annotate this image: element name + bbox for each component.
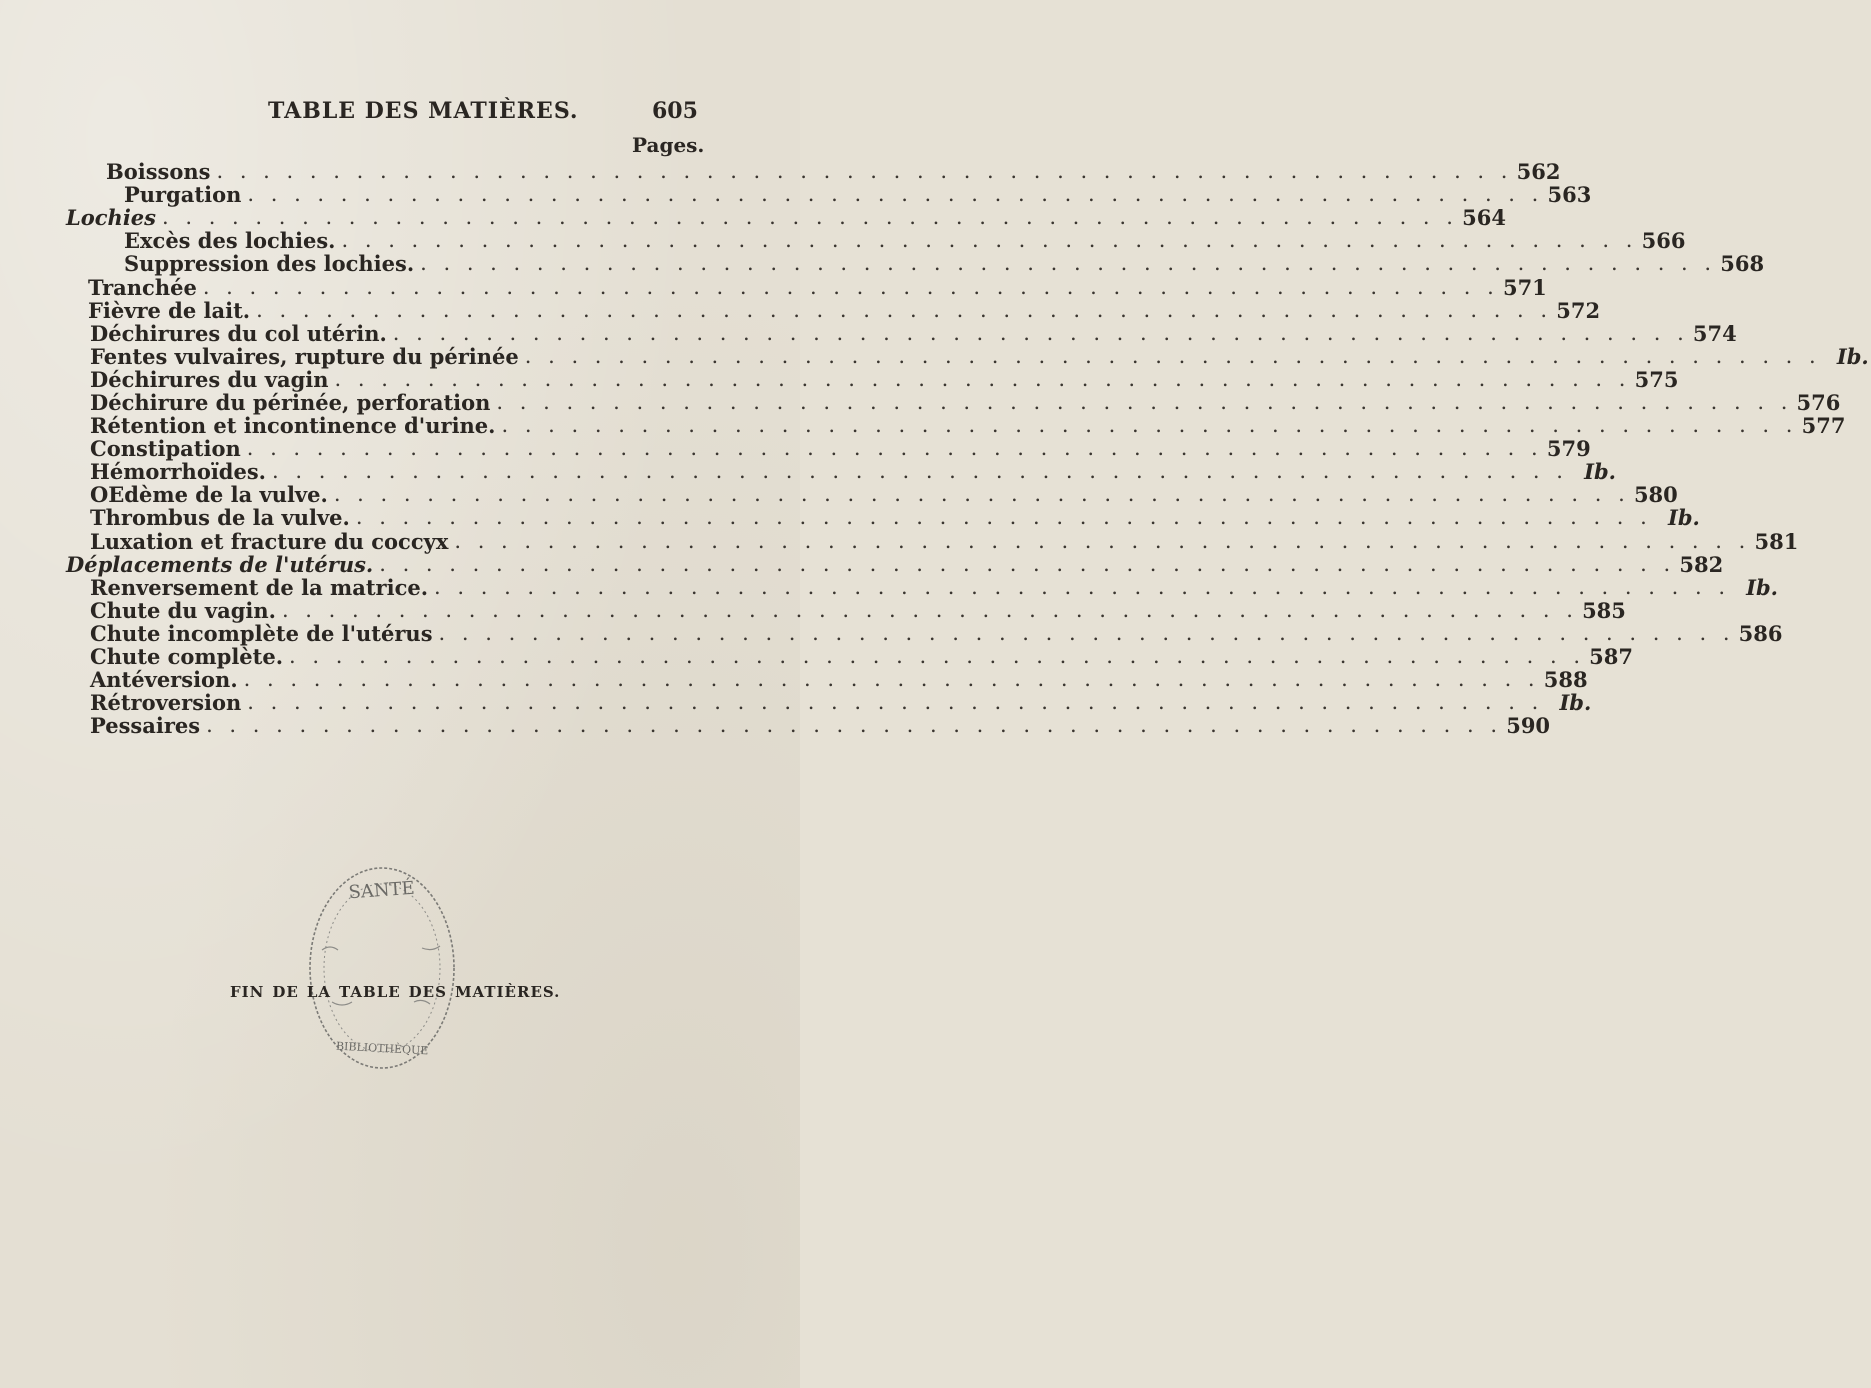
toc-entry (0, 205, 1506, 231)
toc-entry (0, 551, 1724, 577)
dot-leader (434, 576, 1730, 599)
toc-entry (0, 274, 1547, 300)
toc-entry-label: Déchirures du col utérin. (90, 320, 387, 346)
stamp-top-text: SANTÉ (347, 877, 416, 904)
toc-entry-page: 579 (1546, 436, 1591, 462)
toc-entry-page: 564 (1462, 205, 1506, 231)
toc-entry-page: 582 (1679, 551, 1724, 577)
toc-entry-page: 576 (1796, 389, 1841, 415)
toc-entry-label: Chute du vagin. (90, 597, 276, 623)
toc-entry-label: OEdème de la vulve. (90, 482, 328, 508)
stamp-inner-ring (324, 884, 440, 1052)
toc-entry-page: 586 (1738, 620, 1783, 646)
toc-entry (0, 366, 1679, 392)
fin-word: DE (272, 983, 299, 1001)
library-stamp (302, 862, 462, 1074)
dot-leader (203, 276, 1499, 299)
toc-entry-label: Excès des lochies. (124, 228, 336, 254)
toc-entry (0, 389, 1841, 415)
toc-entry-label: Renversement de la matrice. (90, 574, 429, 600)
toc-entry (0, 297, 1601, 323)
toc-entry (0, 320, 1737, 346)
dot-leader (420, 252, 1716, 275)
toc-entry-label: Luxation et fracture du coccyx (90, 528, 449, 554)
toc-entry-page: 566 (1641, 228, 1686, 254)
dot-leader (244, 668, 1540, 691)
toc-entry (0, 620, 1783, 646)
toc-entry-label: Déchirure du périnée, perforation (90, 389, 491, 415)
toc-entry-page: 587 (1589, 644, 1633, 670)
toc-entry-page: Ib. (1559, 690, 1592, 716)
dot-leader (379, 553, 1675, 576)
dot-leader (525, 345, 1821, 368)
toc-entry-page: 580 (1633, 482, 1678, 508)
toc-entry-page: 588 (1543, 667, 1588, 693)
toc-entry (0, 713, 1551, 739)
toc-entry-label: Pessaires (90, 713, 201, 739)
running-title: TABLE DES MATIÈRES. (268, 98, 579, 124)
toc-entry-page: 577 (1801, 413, 1846, 439)
toc-entry-page: 574 (1692, 320, 1737, 346)
fin-word: LA (306, 983, 332, 1001)
toc-entry (0, 459, 1616, 485)
end-of-table-line (230, 983, 568, 1001)
dot-leader (282, 599, 1578, 622)
toc-entry (0, 436, 1591, 462)
dot-leader (342, 229, 1638, 252)
toc-entry (0, 343, 1869, 369)
dot-leader (272, 460, 1568, 483)
toc-entry-label: Chute incomplète de l'utérus (90, 620, 433, 646)
toc-entry-page: Ib. (1584, 459, 1616, 485)
dot-leader (256, 299, 1552, 322)
dot-leader (356, 506, 1652, 529)
toc-entry-label: Rétention et incontinence d'urine. (90, 413, 496, 439)
dot-leader (496, 391, 1792, 414)
toc-entry-label: Lochies (66, 205, 156, 231)
fin-word: FIN (230, 983, 265, 1001)
toc-entry (0, 667, 1588, 693)
toc-entry (0, 182, 1592, 208)
toc-entry-label: Hémorrhoïdes. (90, 459, 266, 485)
running-header (0, 98, 800, 128)
fin-word: DES (408, 983, 447, 1001)
toc-entry-page: 571 (1502, 274, 1547, 300)
fin-word: MATIÈRES. (454, 983, 561, 1001)
toc-entry-label: Tranchée (88, 274, 197, 300)
dot-leader (206, 714, 1502, 737)
toc-entry (0, 505, 1700, 531)
dot-leader (247, 437, 1543, 460)
dot-leader (334, 483, 1630, 506)
toc-entry-label: Chute complète. (90, 644, 284, 670)
toc-entry-label: Antéversion. (90, 667, 238, 693)
toc-entry (0, 159, 1561, 185)
toc-entry-label: Purgation (124, 182, 242, 208)
toc-entry (0, 482, 1678, 508)
toc-entry-page: 572 (1556, 297, 1601, 323)
toc-entry-label: Constipation (90, 436, 241, 462)
toc-entry (0, 690, 1592, 716)
toc-entry (0, 597, 1626, 623)
toc-entry-page: Ib. (1836, 343, 1869, 369)
dot-leader (501, 414, 1797, 437)
toc-entry-page: Ib. (1746, 574, 1778, 600)
toc-entry-page: 585 (1582, 597, 1626, 623)
toc-entry-label: Boissons (106, 159, 211, 185)
toc-entry (0, 228, 1686, 254)
stamp-bottom-text: BIBLIOTHÈQUE (335, 1039, 429, 1058)
toc-entry (0, 574, 1778, 600)
toc-entry-label: Thrombus de la vulve. (90, 505, 350, 531)
toc-entry-label: Suppression des lochies. (124, 251, 415, 277)
table-of-contents (0, 159, 1869, 739)
toc-entry-page: 575 (1634, 366, 1679, 392)
toc-entry (0, 528, 1799, 554)
toc-entry (0, 413, 1846, 439)
dot-leader (216, 160, 1512, 183)
toc-entry-label: Déplacements de l'utérus. (66, 551, 374, 577)
toc-entry-page: 562 (1516, 159, 1561, 185)
dot-leader (454, 530, 1750, 553)
fin-word: TABLE (339, 983, 401, 1001)
toc-entry-page: Ib. (1668, 505, 1700, 531)
toc-entry-page: 563 (1547, 182, 1592, 208)
dot-leader (247, 691, 1543, 714)
toc-entry (0, 251, 1765, 277)
pages-column-label: Pages. (632, 133, 705, 157)
toc-entry-page: 568 (1720, 251, 1765, 277)
toc-entry-page: 581 (1754, 528, 1799, 554)
dot-leader (247, 183, 1543, 206)
dot-leader (439, 622, 1735, 645)
dot-leader (335, 368, 1631, 391)
toc-entry-page: 590 (1506, 713, 1551, 739)
dot-leader (162, 206, 1458, 229)
toc-entry-label: Fièvre de lait. (88, 297, 251, 323)
dot-leader (393, 322, 1689, 345)
dot-leader (289, 645, 1585, 668)
toc-entry (0, 644, 1633, 670)
page-number: 605 (652, 98, 698, 124)
toc-entry-label: Déchirures du vagin (90, 366, 329, 392)
toc-entry-label: Rétroversion (90, 690, 242, 716)
toc-entry-label: Fentes vulvaires, rupture du périnée (90, 343, 519, 369)
